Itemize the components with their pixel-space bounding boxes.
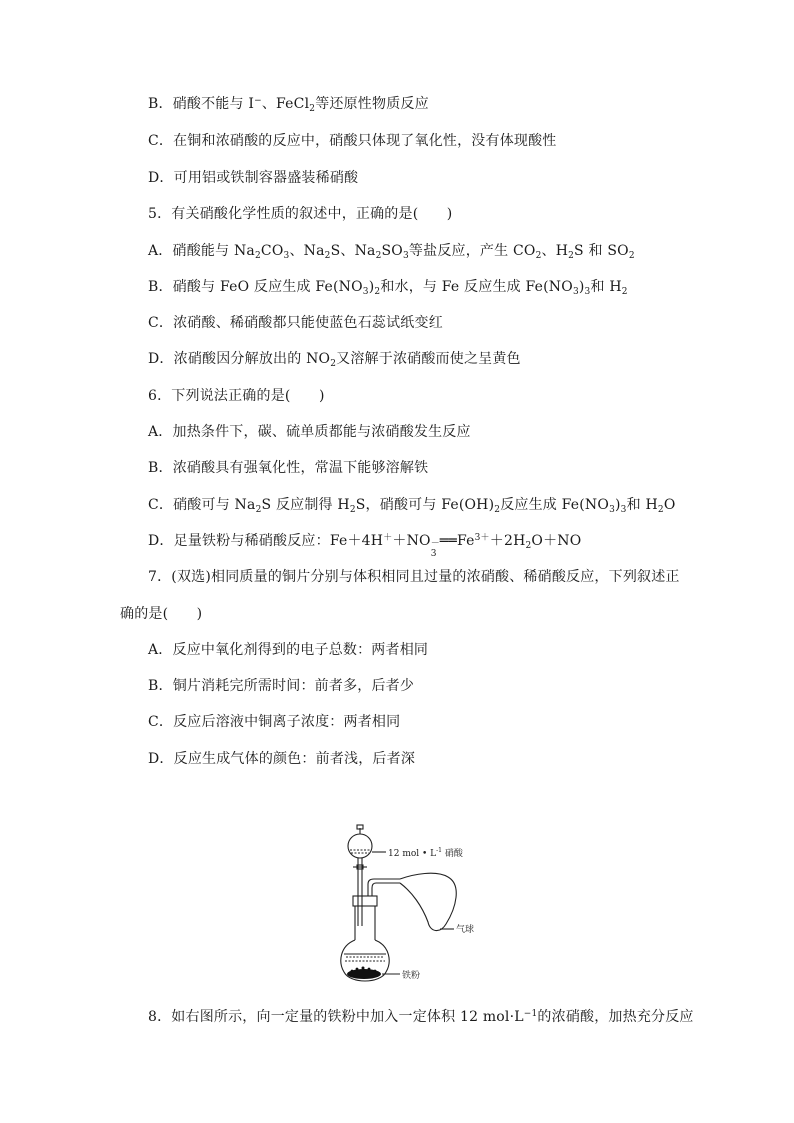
q7-option-c: C．反应后溶液中铜离子浓度：两者相同 [148,714,401,730]
q5-option-a: A．硝酸能与 $Na_2CO_3$、$Na_2S$、$Na_2SO_3$等盐反应，产生 $CO_2$、$H_2S$ 和 $SO_2$ [148,243,635,261]
q5-option-b: B．硝酸与 FeO 反应生成 $Fe(NO_3)_2$和水，与 Fe 反应生成 $Fe(NO_3)_3$和 $H_2$ [148,279,628,297]
question-7: 7．(双选)相同质量的铜片分别与体积相同且过量的浓硝酸、稀硝酸反应，下列叙述正 [148,569,680,585]
q5-option-c: C．浓硝酸、稀硝酸都只能使蓝色石蕊试纸变红 [148,315,443,331]
question-7-cont: 确的是( ) [120,606,203,622]
q7-option-d: D．反应生成气体的颜色：前者浅，后者深 [148,751,416,767]
question-5: 5．有关硝酸化学性质的叙述中，正确的是( ) [148,206,453,222]
q7-option-b: B．铜片消耗完所需时间：前者多，后者少 [148,678,415,694]
question-8: 8．如右图所示，向一定量的铁粉中加入一定体积 12 $mol\cdot L^{-1}$的浓硝酸，加热充分反应 [148,1009,694,1025]
q6-option-b: B．浓硝酸具有强氧化性，常温下能够溶解铁 [148,460,429,476]
q6-option-d: D．足量铁粉与稀硝酸反应：Fe＋4H＋＋NO － 3 $══Fe^{3+}+2H_2O+NO$ [148,533,582,559]
acid-label: 12 mol • $L^{-1}$ 硝酸 [388,847,463,859]
q4-option-c: C．在铜和浓硝酸的反应中，硝酸只体现了氧化性，没有体现酸性 [148,133,557,149]
q5-option-d: D．浓硝酸因分解放出的 $NO_2$又溶解于浓硝酸而使之呈黄色 [148,351,521,369]
apparatus-figure [330,822,490,994]
iron-powder-label: 铁粉 [402,971,421,981]
balloon-label: 气球 [456,925,475,935]
question-6: 6．下列说法正确的是( ) [148,388,325,404]
q6-option-c: C．硝酸可与 $Na_2S$ 反应制得 $H_2S$，硝酸可与 $Fe(OH)_2$反应生成 $Fe(NO_3)_3$和 $H_2O$ [148,497,676,515]
q7-option-a: A．反应中氧化剂得到的电子总数：两者相同 [148,642,429,658]
iron-powder-mass [347,967,381,980]
q4-option-d: D．可用铝或铁制容器盛装稀硝酸 [148,170,359,186]
q4-option-b: B．硝酸不能与 I−、FeCl$_2$等还原性物质反应 [148,96,429,114]
q6-option-a: A．加热条件下，碳、硫单质都能与浓硝酸发生反应 [148,424,471,440]
apparatus-diagram [330,822,490,994]
